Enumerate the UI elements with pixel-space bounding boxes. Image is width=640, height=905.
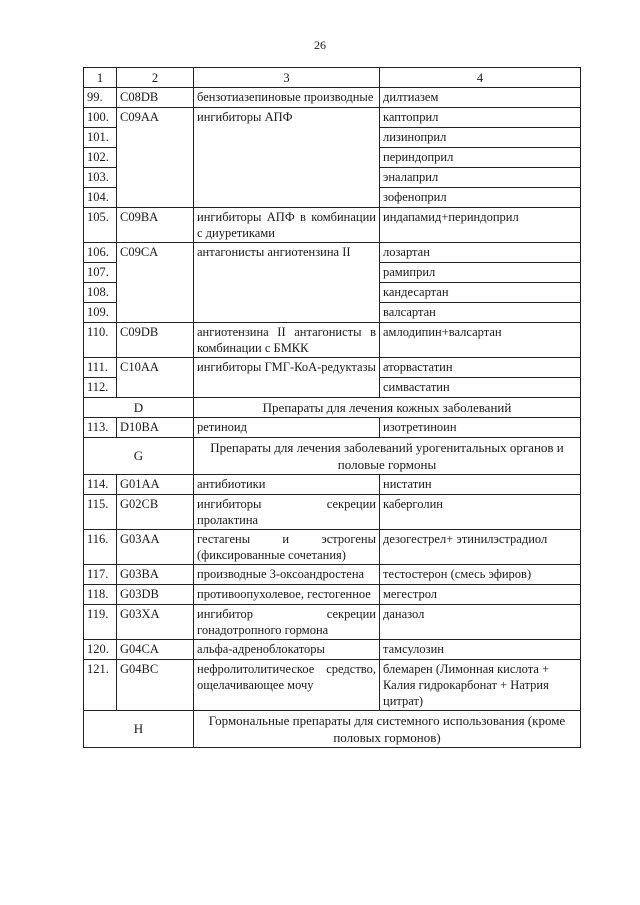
drug-name: валсартан xyxy=(380,303,581,323)
drug-group: ангиотензина II антагонисты в комбинации с БМКК xyxy=(194,323,380,358)
section-letter: G xyxy=(84,438,194,475)
page-number: 26 xyxy=(314,38,326,52)
table-row xyxy=(84,495,581,530)
row-number: 119. xyxy=(84,605,117,640)
row-number: 107. xyxy=(84,263,117,283)
atc-code: C09BA xyxy=(117,208,194,243)
table-row xyxy=(84,88,581,108)
drug-name: дилтиазем xyxy=(380,88,581,108)
drug-name: блемарен (Лимонная кислота + Калия гидрокарбонат + Натрия цитрат) xyxy=(380,660,581,711)
atc-code: G04BC xyxy=(117,660,194,711)
drug-name: мегестрол xyxy=(380,585,581,605)
atc-code: D10BA xyxy=(117,418,194,438)
row-number: 110. xyxy=(84,323,117,358)
section-row xyxy=(84,711,581,748)
drug-name: дезогестрел+ этинилэстрадиол xyxy=(380,530,581,565)
row-number: 100. xyxy=(84,108,117,128)
drug-group: нефролитолитическое средство, ощелачивающее мочу xyxy=(194,660,380,711)
table-row xyxy=(84,640,581,660)
drug-name: кандесартан xyxy=(380,283,581,303)
drug-name: периндоприл xyxy=(380,148,581,168)
row-number: 116. xyxy=(84,530,117,565)
table-row xyxy=(84,660,581,711)
atc-code: C09CA xyxy=(117,243,194,323)
drug-name: индапамид+периндоприл xyxy=(380,208,581,243)
row-number: 118. xyxy=(84,585,117,605)
row-number: 101. xyxy=(84,128,117,148)
atc-code: G03AA xyxy=(117,530,194,565)
row-number: 117. xyxy=(84,565,117,585)
row-number: 106. xyxy=(84,243,117,263)
table-row xyxy=(84,418,581,438)
drug-name: эналаприл xyxy=(380,168,581,188)
table-row xyxy=(84,585,581,605)
section-title: Препараты для лечения заболеваний урогенитальных органов и половые гормоны xyxy=(194,438,581,475)
row-number: 120. xyxy=(84,640,117,660)
atc-code: C09AA xyxy=(117,108,194,208)
drug-group: противоопухолевое, гестогенное xyxy=(194,585,380,605)
column-header-1: 1 xyxy=(84,68,117,88)
atc-code: G04CA xyxy=(117,640,194,660)
row-number: 103. xyxy=(84,168,117,188)
row-number: 99. xyxy=(84,88,117,108)
drug-group: ингибиторы АПФ в комбинации с диуретиками xyxy=(194,208,380,243)
row-number: 111. xyxy=(84,358,117,378)
drug-group: ингибиторы секреции пролактина xyxy=(194,495,380,530)
drug-group: гестагены и эстрогены (фиксированные сочетания) xyxy=(194,530,380,565)
drug-name: аторвастатин xyxy=(380,358,581,378)
row-number: 105. xyxy=(84,208,117,243)
drug-group: антибиотики xyxy=(194,475,380,495)
table-row xyxy=(84,475,581,495)
section-title: Препараты для лечения кожных заболеваний xyxy=(194,398,581,418)
drug-name: лизиноприл xyxy=(380,128,581,148)
section-row xyxy=(84,438,581,475)
section-letter: D xyxy=(84,398,194,418)
row-number: 114. xyxy=(84,475,117,495)
row-number: 102. xyxy=(84,148,117,168)
drug-group: производные 3-оксоандростена xyxy=(194,565,380,585)
atc-code: G02CB xyxy=(117,495,194,530)
section-title: Гормональные препараты для системного использования (кроме половых гормонов) xyxy=(194,711,581,748)
drug-group: ингибитор секреции гонадотропного гормона xyxy=(194,605,380,640)
row-number: 113. xyxy=(84,418,117,438)
row-number: 115. xyxy=(84,495,117,530)
drug-group: ингибиторы АПФ xyxy=(194,108,380,208)
atc-code: G03DB xyxy=(117,585,194,605)
section-row xyxy=(84,398,581,418)
drug-group: ретиноид xyxy=(194,418,380,438)
section-letter: H xyxy=(84,711,194,748)
table-row xyxy=(84,208,581,243)
atc-code: C09DB xyxy=(117,323,194,358)
drug-name: изотретиноин xyxy=(380,418,581,438)
atc-code: C10AA xyxy=(117,358,194,398)
drug-name: тамсулозин xyxy=(380,640,581,660)
table-row xyxy=(84,565,581,585)
row-number: 104. xyxy=(84,188,117,208)
row-number: 109. xyxy=(84,303,117,323)
drug-name: симвастатин xyxy=(380,378,581,398)
drug-group: ингибиторы ГМГ-КоА-редуктазы xyxy=(194,358,380,398)
drug-name: амлодипин+валсартан xyxy=(380,323,581,358)
row-number: 108. xyxy=(84,283,117,303)
atc-code: G03BA xyxy=(117,565,194,585)
atc-code: C08DB xyxy=(117,88,194,108)
drug-group: бензотиазепиновые производные xyxy=(194,88,380,108)
drug-name: зофеноприл xyxy=(380,188,581,208)
table-row xyxy=(84,243,581,263)
drug-group: антагонисты ангиотензина II xyxy=(194,243,380,323)
drug-table xyxy=(83,67,581,748)
table-row xyxy=(84,323,581,358)
row-number: 121. xyxy=(84,660,117,711)
drug-name: тестостерон (смесь эфиров) xyxy=(380,565,581,585)
drug-name: нистатин xyxy=(380,475,581,495)
drug-name: даназол xyxy=(380,605,581,640)
table-row xyxy=(84,605,581,640)
atc-code: G01AA xyxy=(117,475,194,495)
atc-code: G03XA xyxy=(117,605,194,640)
column-header-2: 2 xyxy=(117,68,194,88)
drug-name: рамиприл xyxy=(380,263,581,283)
table-row xyxy=(84,108,581,128)
table-row xyxy=(84,530,581,565)
drug-name: каберголин xyxy=(380,495,581,530)
column-header-4: 4 xyxy=(380,68,581,88)
table-header-row xyxy=(84,68,581,88)
row-number: 112. xyxy=(84,378,117,398)
table-row xyxy=(84,358,581,378)
column-header-3: 3 xyxy=(194,68,380,88)
drug-name: лозартан xyxy=(380,243,581,263)
drug-name: каптоприл xyxy=(380,108,581,128)
drug-group: альфа-адреноблокаторы xyxy=(194,640,380,660)
